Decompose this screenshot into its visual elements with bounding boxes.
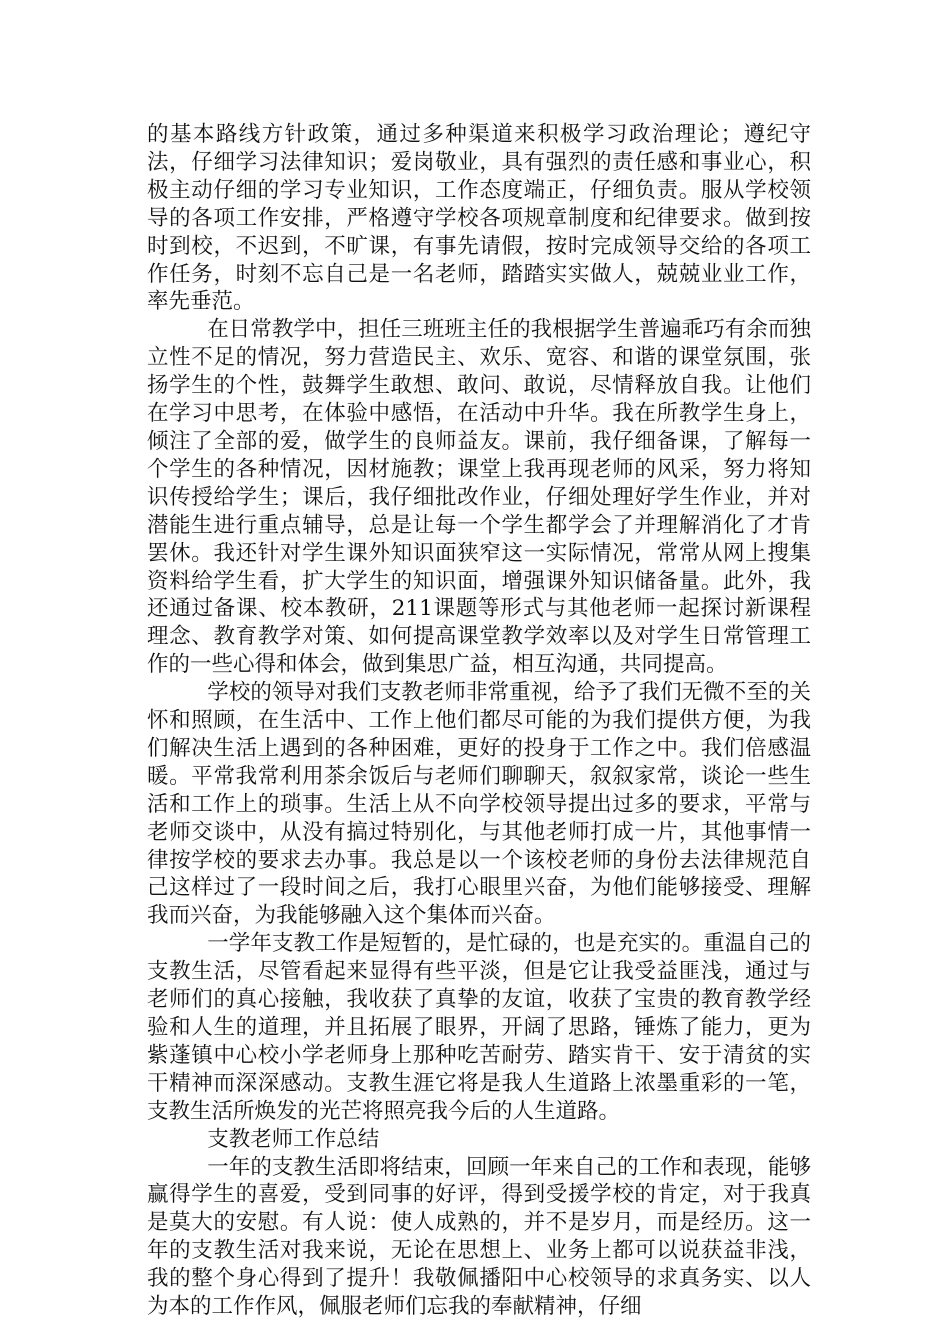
paragraph-4: 一学年支教工作是短暂的，是忙碌的，也是充实的。重温自己的支教生活，尽管看起来显得有些平淡，但是它让我受益匪浅，通过与老师们的真心接触，我收获了真挚的友谊，收获了宝贵的教育教学经验和人生的道理，并且拓展了眼界，开阔了思路，锤炼了能力，更为紫蓬镇中心校小学老师身上那种吃苦耐劳、踏实肯干、安于清贫的实干精神而深深感动。支教生涯它将是我人生道路上浓墨重彩的一笔，支教生活所焕发的光芒将照亮我今后的人生道路。 bbox=[147, 931, 811, 1124]
paragraph-2: 在日常教学中，担任三班班主任的我根据学生普遍乖巧有余而独立性不足的情况，努力营造民主、欢乐、宽容、和谐的课堂氛围，张扬学生的个性，鼓舞学生敢想、敢问、敢说，尽情释放自我。让他们在学习中思考，在体验中感悟，在活动中升华。我在所教学生身上，倾注了全部的爱，做学生的良师益友。课前，我仔细备课，了解每一个学生的各种情况，因材施教；课堂上我再现老师的风采，努力将知识传授给学生；课后，我仔细批改作业，仔细处理好学生作业，并对潜能生进行重点辅导，总是让每一个学生都学会了并理解消化了才肯罢休。我还针对学生课外知识面狭窄这一实际情况，常常从网上搜集资料给学生看，扩大学生的知识面，增强课外知识储备量。此外，我还通过备课、校本教研，211课题等形式与其他老师一起探讨新课程理念、教育教学对策、如何提高课堂教学效率以及对学生日常管理工作的一些心得和体会，做到集思广益，相互沟通，共同提高。 bbox=[147, 317, 811, 678]
closing-paragraph: 一年的支教生活即将结束，回顾一年来自己的工作和表现，能够赢得学生的喜爱，受到同事的好评，得到受援学校的肯定，对于我真是莫大的安慰。有人说：使人成熟的，并不是岁月，而是经历。这一年的支教生活对我来说，无论在思想上、业务上都可以说获益非浅，我的整个身心得到了提升！我敬佩播阳中心校领导的求真务实、以人为本的工作作风，佩服老师们忘我的奉献精神，仔细 bbox=[147, 1154, 811, 1320]
document-body bbox=[147, 121, 811, 1321]
paragraph-1: 的基本路线方针政策，通过多种渠道来积极学习政治理论；遵纪守法，仔细学习法律知识；爱岗敬业，具有强烈的责任感和事业心，积极主动仔细的学习专业知识，工作态度端正，仔细负责。服从学校领导的各项工作安排，严格遵守学校各项规章制度和纪律要求。做到按时到校，不迟到，不旷课，有事先请假，按时完成领导交给的各项工作任务，时刻不忘自己是一名老师，踏踏实实做人，兢兢业业工作，率先垂范。 bbox=[147, 122, 811, 315]
paragraph-3: 学校的领导对我们支教老师非常重视，给予了我们无微不至的关怀和照顾，在生活中、工作上他们都尽可能的为我们提供方便，为我们解决生活上遇到的各种困难，更好的投身于工作之中。我们倍感温暖。平常我常利用茶余饭后与老师们聊聊天，叙叙家常，谈论一些生活和工作上的琐事。生活上从不向学校领导提出过多的要求，平常与老师交谈中，从没有搞过特别化，与其他老师打成一片，其他事情一律按学校的要求去办事。我总是以一个该校老师的身份去法律规范自己这样过了一段时间之后，我打心眼里兴奋，为他们能够接受、理解我而兴奋，为我能够融入这个集体而兴奋。 bbox=[147, 680, 811, 929]
section-title: 支教老师工作总结 bbox=[207, 1126, 380, 1152]
